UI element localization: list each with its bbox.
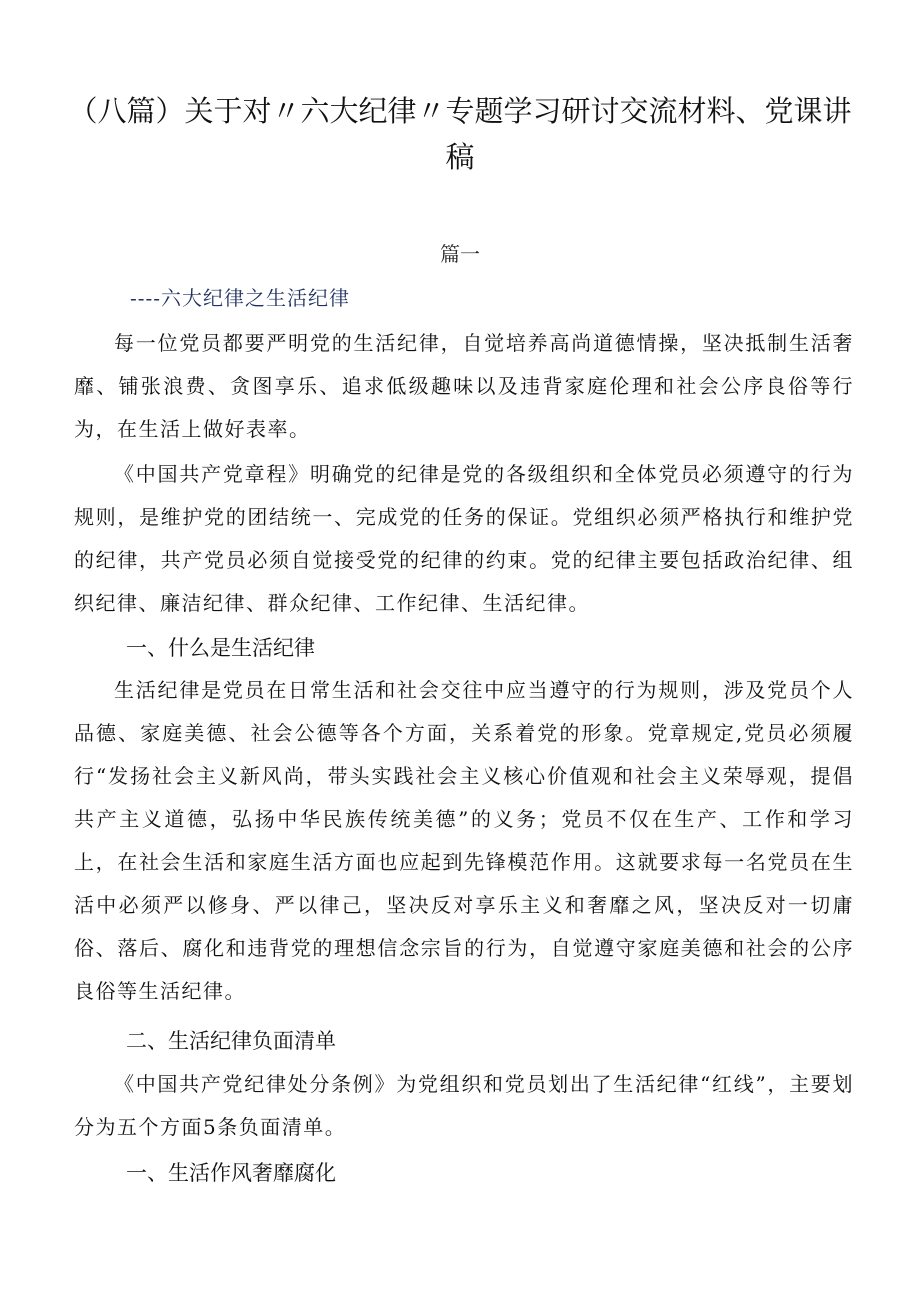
paragraph: 生活纪律是党员在日常生活和社会交往中应当遵守的行为规则，涉及党员个人品德、家庭美德、社会公德等各个方面，关系着党的形象。党章规定,党员必须履行“发扬社会主义新风尚，带头实践社会主义核心价值观和社会主义荣辱观，提倡共产主义道德，弘扬中华民族传统美德”的义务；党员不仅在生产、工作和学习上，在社会生活和家庭生活方面也应起到先锋模范作用。这就要求每一名党员在生活中必须严以修身、严以律己，坚决反对享乐主义和奢靡之风，坚决反对一切庸俗、落后、腐化和违背党的理想信念宗旨的行为，自觉遵守家庭美德和社会的公序良俗等生活纪律。 <box>74 678 854 1003</box>
paragraph: 每一位党员都要严明党的生活纪律，自觉培养高尚道德情操，坚决抵制生活奢靡、铺张浪费、贪图享乐、追求低级趣味以及违背家庭伦理和社会公序良俗等行为，在生活上做好表率。 <box>74 331 854 441</box>
section-heading: 一、什么是生活纪律 <box>126 636 315 660</box>
part-label: 篇一 <box>440 242 480 266</box>
section-heading: 二、生活纪律负面清单 <box>126 1029 336 1053</box>
section-subtitle: ----六大纪律之生活纪律 <box>130 286 351 310</box>
document-title: （八篇）关于对〃六大纪律〃专题学习研讨交流材料、党课讲稿 <box>68 94 852 174</box>
paragraph: 《中国共产党章程》明确党的纪律是党的各级组织和全体党员必须遵守的行为规则，是维护党的团结统一、完成党的任务的保证。党组织必须严格执行和维护党的纪律，共产党员必须自觉接受党的纪律的约束。党的纪律主要包括政治纪律、组织纪律、廉洁纪律、群众纪律、工作纪律、生活纪律。 <box>74 462 854 615</box>
paragraph: 《中国共产党纪律处分条例》为党组织和党员划出了生活纪律“红线”，主要划分为五个方面5条负面清单。 <box>74 1072 854 1139</box>
section-heading: 一、生活作风奢靡腐化 <box>126 1161 336 1185</box>
